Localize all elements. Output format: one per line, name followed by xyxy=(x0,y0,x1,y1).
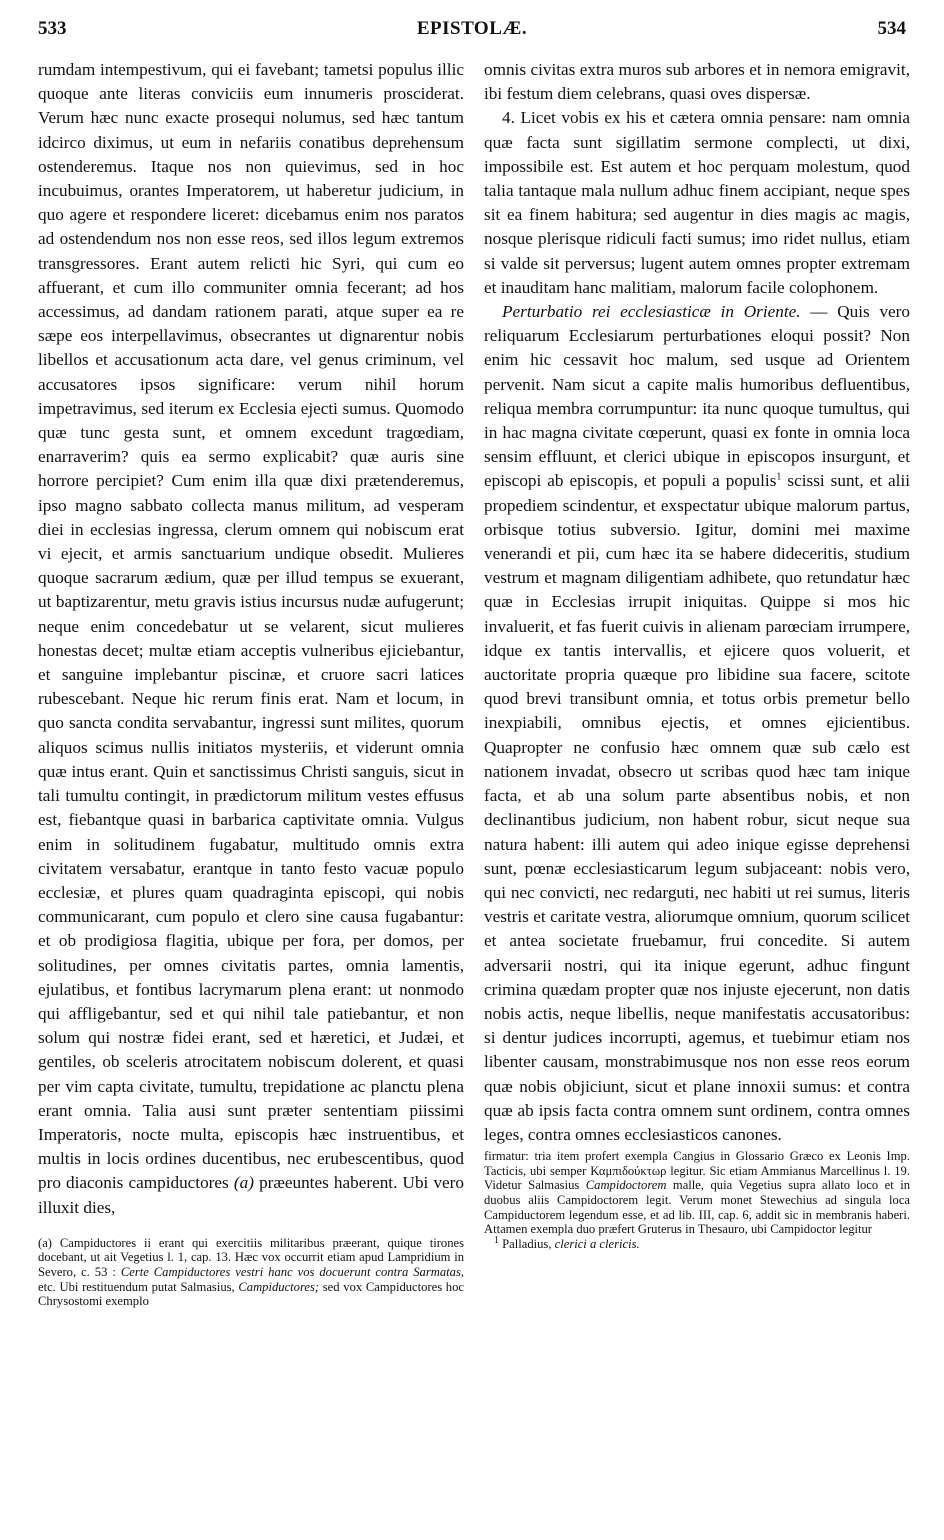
right-paragraph-3-text-b: scissi sunt, et alii propediem scindentur, et exspectatur ubique malorum partus, orbisque totius subversio. Igitur, domini mei maxime venerandi et pii, cum hæc ita se habere dideceritis, studium vestrum et magnam diligentiam adhibete, quo retundatur hæc quæ in Ecclesias irrupit iniquitas. Quippe si mos hic invaluerit, et fas fuerit cuivis in alienam parœciam irrumpere, idque ex tantis intervallis, et ejicere quos voluerit, et auctoritate propria quæque pro libidine sua facere, scitote quod brevi transibunt omnia, et totus orbis premetur bello inexpiabili, omnibus ejectis, et omnes ejicientibus. Quapropter ne confusio hæc omnem quæ sub cælo est nationem invadat, obsecro ut scribas quod hæc tam inique facta, et ab una solum parte absentibus nobis, et non declinantibus judicium, non habent robur, sicut neque sua natura habent: illi autem qui adeo inique egisse deprehensi sunt, pœnæ ecclesiasticarum legum subjaceant: nobis vero, qui nec convicti, nec redarguti, nec habiti ut rei sumus, literis vestris et caritate vestra, aliorumque omnium, quorum scilicet et antea societate fruebamur, frui concedite. Si autem adversarii nostri, qui ita inique egerunt, adhuc fingunt crimina quædam propter quæ nos injuste ejecerunt, non datis nobis actis, neque libellis, neque manifestatis accusatoribus: si dentur judices incorrupti, agemus, et tuebimur etiam nos libenter causam, monstrabimusque nos non esse reos eorum quæ nobis objiciunt, sicut et plane innoxii sumus: et contra quæ ab ipsis facta contra omnem sunt ordinem, contra omnes leges, contra omnes ecclesiasticos canones. xyxy=(484,471,910,1144)
footnote-greek-word: Καμπιδούκτωρ xyxy=(590,1163,667,1178)
footnote-continued-italic: Campidoctorem xyxy=(585,1178,667,1193)
right-paragraph-2: 4. Licet vobis ex his et cætera omnia pensare: nam omnia quæ facta sunt sigillatim sermone complecti, ut dixi, impossibile est. Est autem et hoc perquam molestum, quod talia tantaque mala nullum adhuc finem accipiant, neque spes sit ea finem habitura; sed augentur in dies magis ac magis, nosque plerisque ridiculi facti sumus; imo ridet nullus, etiam si valde sit perversus; lugent autem omnes propter extremam et inauditam hanc malitiam, malorum facile colophonem. xyxy=(484,108,910,297)
footnote-a-text: Campiductores ii erant qui exercitiis militaribus præerant, quique tirones docebant, ut ait Vegetius l. 1, cap. 13. Hæc vox occurrit etiam apud Lampridium in Severo, c. 53 : xyxy=(38,1235,464,1279)
footnote-1-italic: clerici a clericis. xyxy=(554,1236,640,1251)
footnote-a-continued xyxy=(484,1149,910,1251)
right-paragraph-3 xyxy=(484,300,910,1147)
footnote-reference-1: 1 xyxy=(776,471,782,483)
footnote-1-marker: 1 xyxy=(494,1234,499,1246)
page-number-left: 533 xyxy=(38,18,67,39)
footnote-a-text-c: sed vox Campiductores hoc Chrysostomi exemplo xyxy=(38,1279,464,1309)
left-column xyxy=(38,58,464,1309)
right-column xyxy=(484,58,910,1251)
section-dash: — xyxy=(800,302,838,322)
footnote-a-text-b: etc. Ubi restituendum putat Salmasius, xyxy=(38,1279,235,1294)
footnote-1-text: Palladius, xyxy=(502,1236,552,1251)
footnote-1 xyxy=(484,1234,910,1252)
left-paragraph-text: rumdam intempestivum, qui ei favebant; tametsi populus illic quoque ante literas conviciis eum innumeris prosciderat. Verum hæc nunc exacte prosequi nolumus, sed hæc tantum idcirco diximus, ut eum in nefariis conatibus deprehensum ostenderemus. Itaque nos non quievimus, sed in hoc incubuimus, orantes Imperatorem, ut haberetur judicium, in quo agere et respondere liceret: dicebamus enim nos paratos ad ostendendum nos non esse reos, sed illos legum extremos transgressores. Erant autem relicti hic Syri, qui cum eo affuerant, et cum illo communiter omnia fecerant; ad hos accessimus, ad dandam rationem parati, atque super ea re sæpe eos interpellavimus, obsecrantes ut dignarentur nobis libellos et accusationum acta dare, vel genus criminum, vel accusatores ipsos significare: verum nihil horum impetravimus, sed iterum ex Ecclesia ejecti sumus. Quomodo quæ tunc gesta sunt, et omnem excedunt tragœdiam, enarraverim? quis ea sermo explicabit? quæ auris sine horrore percipiet? Cum enim illa quæ dixi prætenderemus, ipso magno sabbato collecta manus militum, ad vesperam diei in ecclesias ingressa, clerum omnem qui nobiscum erat vi ejecit, et armis sanctuarium undique obsedit. Mulieres quoque sacrarum ædium, quæ per illud tempus se exuerant, ut baptizarentur, metu gravis istius incursus nudæ aufugerunt; neque enim concedebatur ut se velarent, sicut mulieres honestas decet; multæ etiam acceptis vulneribus ejiciebantur, et sanguine implebantur piscinæ, et cruore sacri latices rubescebant. Neque hic rerum finis erat. Nam et locum, in quo sancta condita servabantur, ingressi sunt milites, quorum aliquos scimus nullis initiatos mysteriis, et viderunt omnia quæ intus erant. Quin et sanctissimus Christi sanguis, sicut in tali tumultu contingit, in prædictorum militum vestes effusus est, fiebantque quasi in barbarica captivitate omnia. Vulgus enim in solitudinem fugabatur, multitudo omnis extra civitatem versabatur, erantque in tanto festo vacuæ populo ecclesiæ, et plures quam quadraginta episcopi, qui nobis communicarant, cum populo et clero sine causa fugabantur: et ob prodigiosa flagitia, ubique per fora, per domos, per solitudines, per omnes civitatis partes, omnia lamentis, ejulatibus, et fontibus lacrymarum plena erant: ut nonmodo qui affligebantur, sed et qui nihil tale patiebantur, et non solum qui nostræ fidei erant, sed et hæretici, et Judæi, et gentiles, ob sceleris atrocitatem nobiscum dolerent, et quasi per vim capta civitate, tumultu, trepidatione ac planctu plena erant omnia. Talia ausi sunt præter sententiam piissimi Imperatoris, nocte multa, episcopis hæc instruentibus, et multis in locis ordines ducentibus, nec erubescentibus, quod pro diaconis campiductores xyxy=(38,60,464,1193)
page-number-right: 534 xyxy=(877,18,906,39)
left-paragraph xyxy=(38,58,464,1220)
footnote-a xyxy=(38,1236,464,1309)
footnote-continued-text-c: malle, quia Vegetius supra allato loco et in duobus aliis Campidoctorem legit. Verum monet Stewechius ad singula loca Campiductorem legendum esse, et ad lib. III, cap. 6, addit sic in membranis haberi. Attamen exempla duo præfert Gruterus in Thesauro, ubi Campidoctor legitur xyxy=(484,1178,910,1237)
footnote-reference-a: (a) xyxy=(233,1173,254,1193)
footnote-continued-text-b: legitur. Sic etiam Ammianus Marcellinus l. 19. Videtur Salmasius xyxy=(484,1163,910,1193)
right-paragraph-3-text-a: Quis vero reliquarum Ecclesiarum perturbationes eloqui possit? Non enim hic cessavit hoc malum, sed usque ad Orientem pervenit. Nam sicut a capite malis humoribus defluentibus, reliqua membra corrumpuntur: ita nunc quoque tumultus, qui in hac magna civitate cœperunt, quasi ex fonte in omnia loca sensim effluunt, et clerici ubique in episcopos insurgunt, et episcopi ab episcopis, et populi a populis xyxy=(484,302,910,491)
footnote-continued-text-a: firmatur: tria item profert exempla Cangius in Glossario Græco ex Leonis Imp. Tacticis, ubi semper xyxy=(484,1149,910,1178)
right-paragraph-1: omnis civitas extra muros sub arbores et in nemora emigravit, ibi festum diem celebrans, quasi oves dispersæ. xyxy=(484,60,910,104)
left-paragraph-end: præeuntes haberent. Ubi vero illuxit dies, xyxy=(38,1173,465,1217)
footnote-a-quote: Certe Campiductores vestri hanc vos docuerunt contra Sarmatas, xyxy=(120,1264,464,1279)
footnote-a-marker: (a) xyxy=(38,1235,52,1250)
footnote-a-quote-2: Campiductores; xyxy=(238,1279,320,1294)
section-heading: Perturbatio rei ecclesiasticæ in Oriente. xyxy=(502,302,801,322)
running-title: EPISTOLÆ. xyxy=(416,18,528,39)
page-header xyxy=(38,18,906,48)
